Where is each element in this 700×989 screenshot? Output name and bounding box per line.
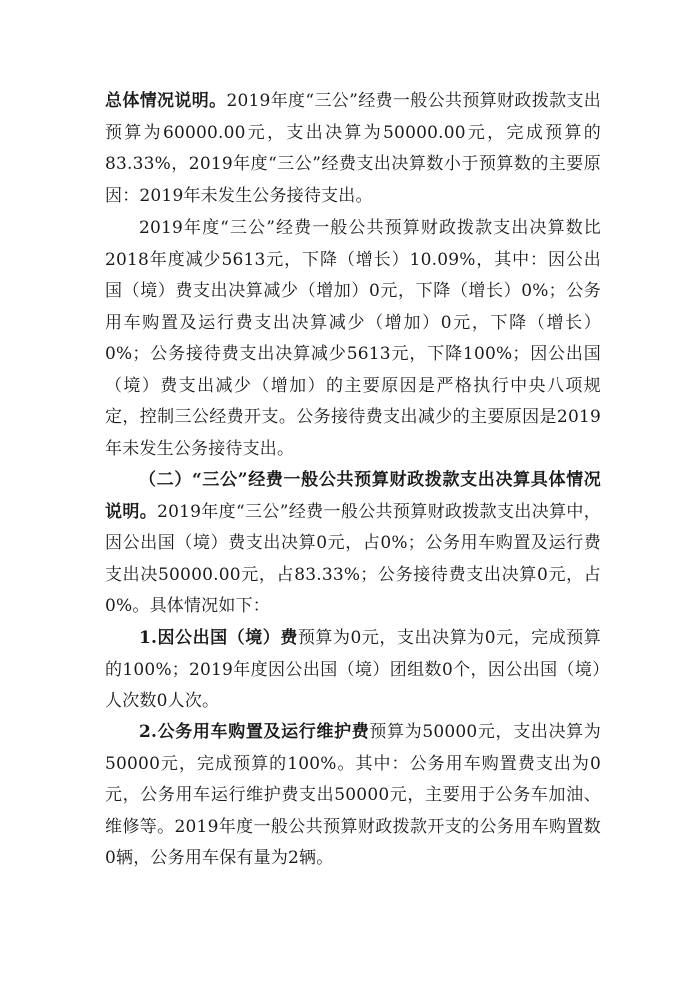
paragraph-overseas-travel bbox=[105, 623, 601, 718]
paragraph-heading: 总体情况说明。 bbox=[105, 91, 227, 111]
paragraph-text: 预算为0元，支出决算为0元，完成预算的100%；2019年度因公出国（境）团组数0个，因公出国（境）人次数0人次。 bbox=[105, 628, 602, 711]
paragraph-text: 2019年度“三公”经费一般公共预算财政拨款支出决算数比2018年度减少5613元，下降（增长）10.09%，其中：因公出国（境）费支出决算减少（增加）0元，下降（增长）0%；公务用车购置及运行费支出决算减少（增加）0元，下降（增长）0%；公务接待费支出决算减少5613元，下降100%；因公出国（境）费支出减少（增加）的主要原因是严格执行中央八项规定，控制三公经费开支。公务接待费支出减少的主要原因是2019年未发生公务接待支出。 bbox=[105, 218, 601, 459]
paragraph-text: 预算为50000元，支出决算为50000元，完成预算的100%。其中：公务用车购置费支出为0元，公务用车运行维护费支出50000元，主要用于公务车加油、维修等。2019年度一般公共预算财政拨款开支的公务用车购置数0辆，公务用车保有量为2辆。 bbox=[105, 722, 601, 868]
paragraph-official-vehicles bbox=[105, 717, 601, 875]
paragraph-overall-summary bbox=[105, 86, 601, 212]
paragraph-text: 2019年度“三公”经费一般公共预算财政拨款支出预算为60000.00元，支出决算为50000.00元，完成预算的83.33%，2019年度“三公”经费支出决算数小于预算数的主要原因：2019年未发生公务接待支出。 bbox=[105, 91, 601, 206]
paragraph-heading: 2.公务用车购置及运行维护费 bbox=[139, 722, 370, 742]
paragraph-specific-details bbox=[105, 465, 601, 623]
paragraph-year-comparison bbox=[105, 213, 601, 465]
paragraph-text: 2019年度“三公”经费一般公共预算财政拨款支出决算中，因公出国（境）费支出决算0元，占0%；公务用车购置及运行费支出决50000.00元，占83.33%；公务接待费支出决算0元，占0%。具体情况如下： bbox=[105, 501, 601, 616]
paragraph-heading: （二）“三公”经费一般公共预算财政拨款支出决算具体情况说明。 bbox=[105, 470, 601, 522]
paragraph-heading: 1.因公出国（境）费 bbox=[139, 628, 298, 648]
